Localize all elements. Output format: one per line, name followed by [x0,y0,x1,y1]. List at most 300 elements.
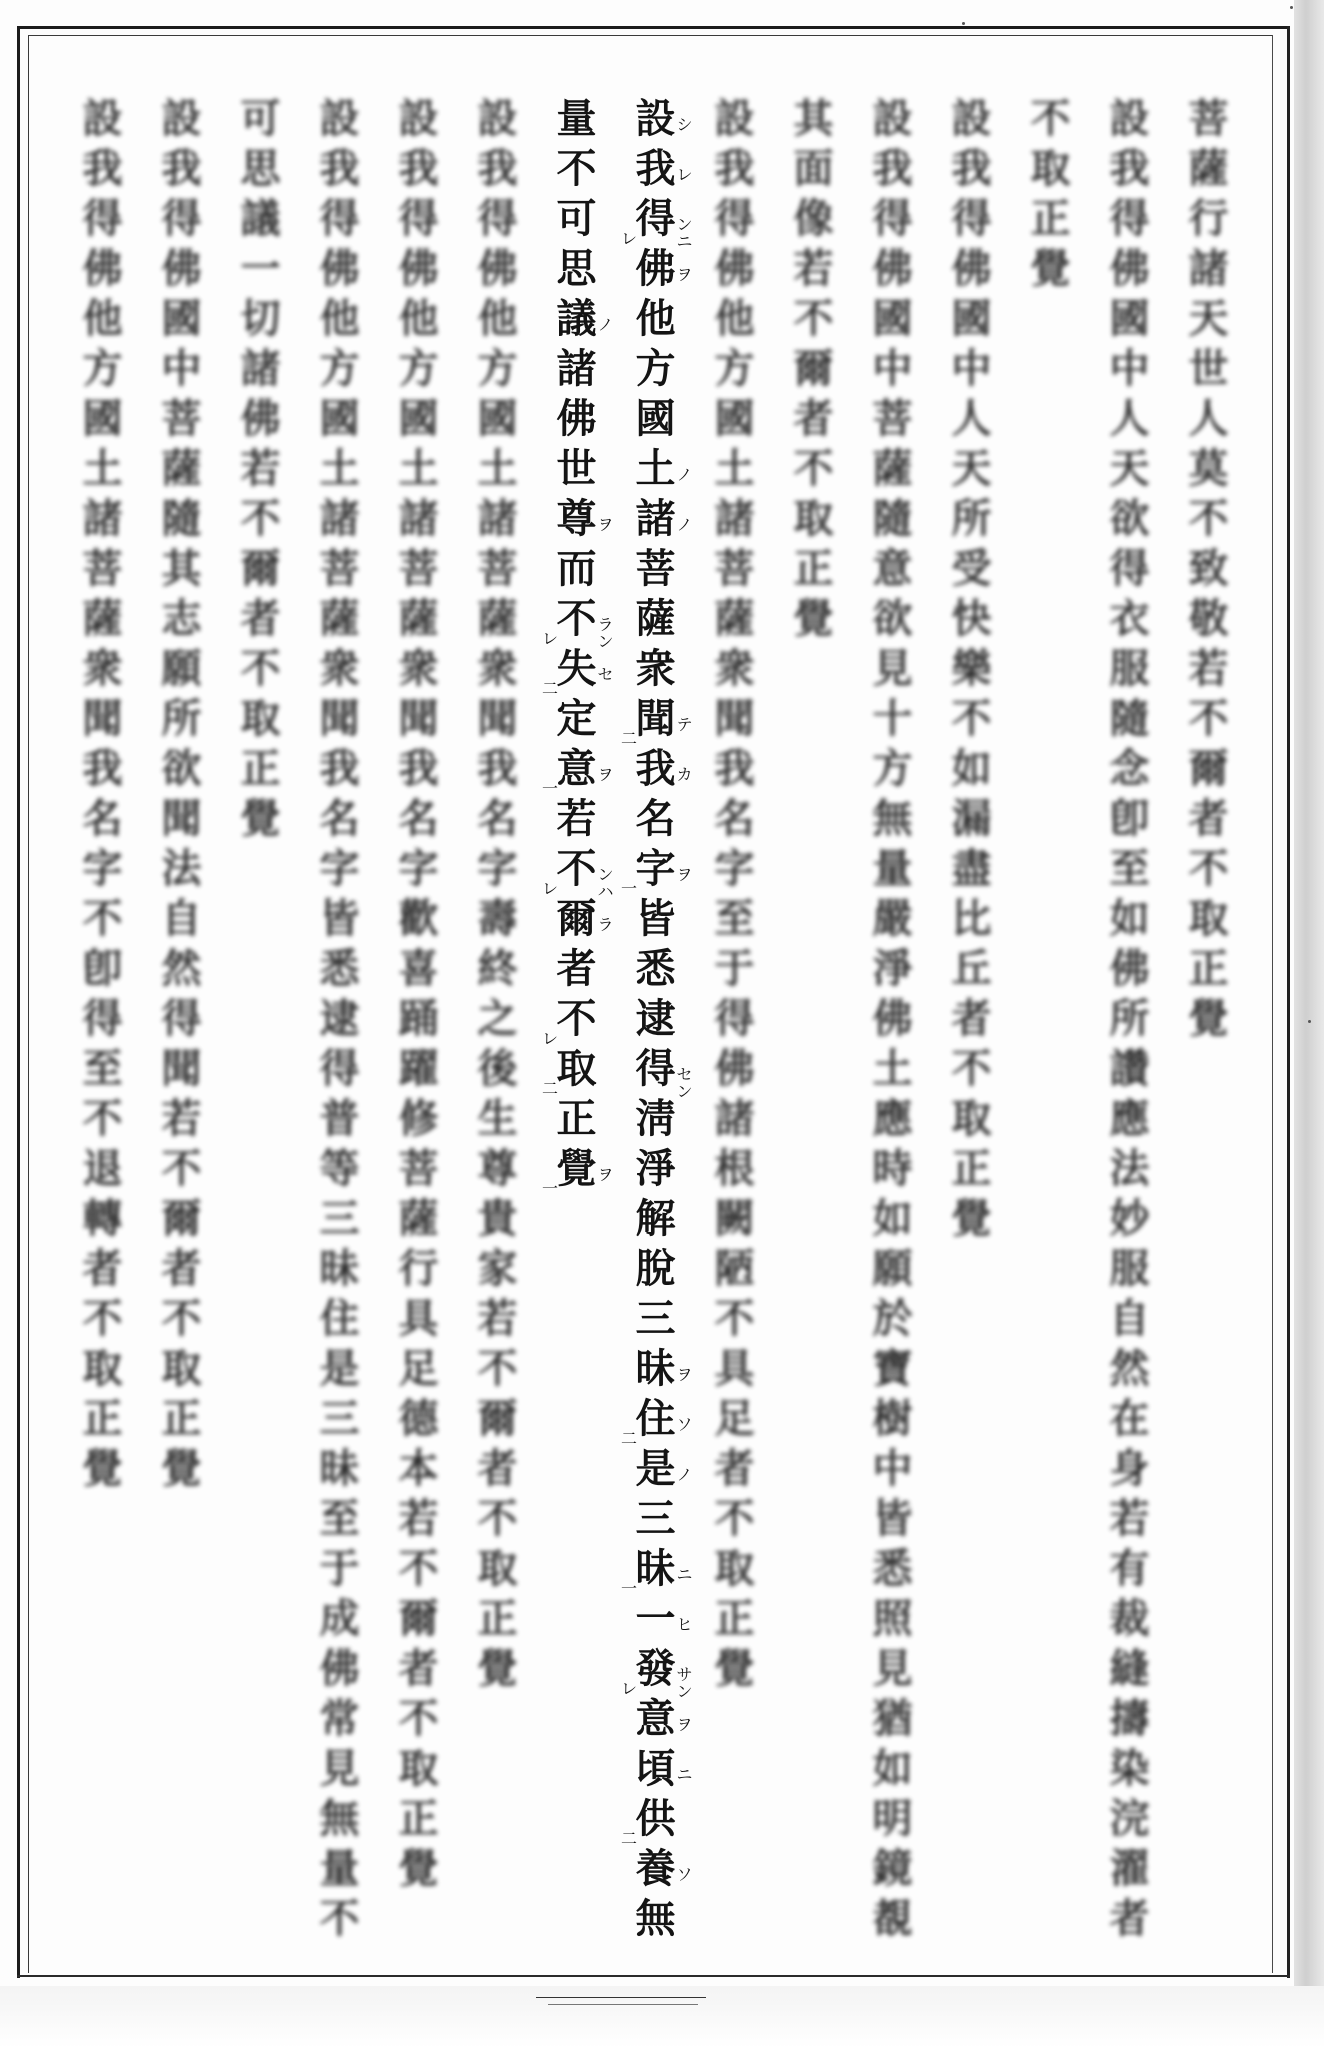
kanji-char: 轉 [82,1195,123,1242]
kanji-char: 取 [240,695,281,742]
kanji-char: 天 [1188,295,1229,342]
kanji-cell [537,94,616,144]
kanji-char: 我 [714,145,755,192]
kanji-char: 是 [635,1445,676,1492]
kanji-char: 受 [951,545,992,592]
kanji-cell [537,944,616,994]
text-column-blurred [1169,0,1248,1970]
kanji-char: 若 [240,445,281,492]
kanji-char: 設 [319,95,360,142]
kanji-char: 具 [714,1345,755,1392]
kanji-char: 佛 [714,1045,755,1092]
kanji-cell [537,994,616,1048]
kanji-char: 人 [951,395,992,442]
kanji-char: 足 [714,1395,755,1442]
text-column-blurred [63,0,142,1970]
kanji-char: 字 [714,845,755,892]
kanji-cell [537,744,616,798]
kanji-char: 志 [161,595,202,642]
okurigana: ノ [676,1465,693,1484]
kanji-char: 設 [398,95,439,142]
kanji-char: 念 [1109,745,1150,792]
kanji-char: 無 [635,1895,676,1942]
kanji-char: 如 [951,745,992,792]
kanji-cell [537,394,616,444]
kanji-char: 正 [714,1595,755,1642]
kanji-char: 供 [635,1795,676,1842]
okurigana: ノ [676,515,693,534]
kanji-char: 覺 [161,1445,202,1492]
kanji-char: 我 [161,145,202,192]
kanji-char: 欲 [161,745,202,792]
kanji-char: 設 [477,95,518,142]
kanji-char: 思 [240,145,281,192]
kanji-char: 者 [398,1645,439,1692]
kaeriten-mark: 一 [542,1179,559,1198]
kanji-char: 闕 [714,1195,755,1242]
kanji-char: 名 [635,795,676,842]
kanji-char: 天 [1109,445,1150,492]
kanji-cell [616,1044,695,1101]
kanji-char: 昧 [635,1545,676,1592]
kanji-char: 面 [793,145,834,192]
kanji-char: 住 [319,1295,360,1342]
kanji-char: 中 [161,345,202,392]
kanji-cell [537,794,616,844]
kanji-char: 時 [872,1145,913,1192]
kanji-char: 不 [161,1295,202,1342]
kanji-char: 之 [477,995,518,1042]
kaeriten-mark: 二 [542,679,559,698]
kanji-char: 衣 [1109,595,1150,642]
okurigana: テ [676,715,693,734]
kanji-cell [537,194,616,244]
kanji-cell [616,1894,695,1944]
kanji-char: 佛 [1109,245,1150,292]
kanji-char: 薩 [398,1195,439,1242]
scan-speck [1308,1020,1311,1023]
kanji-char: 中 [1109,345,1150,392]
kanji-char: 見 [319,1745,360,1792]
kanji-char: 三 [635,1495,676,1542]
kanji-char: 我 [635,745,676,792]
kanji-char: 菩 [1188,95,1229,142]
kanji-cell [616,244,695,294]
kanji-char: 諸 [398,495,439,542]
kanji-char: 浣 [1109,1795,1150,1842]
kanji-char: 解 [635,1195,676,1242]
kanji-char: 我 [951,145,992,192]
kanji-char: 後 [477,1045,518,1092]
kanji-char: 衆 [477,645,518,692]
kanji-char: 然 [161,945,202,992]
kanji-char: 具 [398,1295,439,1342]
kanji-char: 設 [82,95,123,142]
text-column-blurred [379,0,458,1970]
kanji-char: 正 [398,1795,439,1842]
kanji-char: 不 [240,645,281,692]
kanji-char: 佛 [398,245,439,292]
kanji-char: 自 [161,895,202,942]
kanji-char: 覺 [556,1145,597,1192]
kanji-char: 願 [161,645,202,692]
kanji-char: 樂 [951,645,992,692]
kanji-char: 覩 [872,1895,913,1942]
kanji-char: 諸 [714,495,755,542]
kanji-char: 像 [793,195,834,242]
kanji-char: 名 [398,795,439,842]
kanji-char: 不 [556,995,597,1042]
kanji-char: 佛 [1109,945,1150,992]
kanji-char: 中 [872,1445,913,1492]
kanji-cell [616,1444,695,1494]
kanji-char: 得 [635,1045,676,1092]
kanji-cell [616,1144,695,1194]
kanji-char: 設 [951,95,992,142]
kanji-char: 讚 [1109,1045,1150,1092]
kanji-char: 欲 [1109,495,1150,542]
kanji-char: 方 [872,745,913,792]
kanji-char: 國 [951,295,992,342]
kanji-char: 薩 [82,595,123,642]
kanji-char: 不 [1188,845,1229,892]
kanji-char: 願 [872,1245,913,1292]
kanji-cell [616,1294,695,1344]
okurigana: シ [676,115,693,134]
kanji-cell [616,544,695,594]
kanji-char: 本 [398,1445,439,1492]
kanji-char: 普 [319,1095,360,1142]
kanji-char: 諸 [240,345,281,392]
okurigana: サン [676,1665,693,1701]
kanji-char: 諸 [1188,245,1229,292]
kaeriten-mark: レ [542,629,559,648]
kanji-char: 土 [872,1045,913,1092]
kanji-char: 根 [714,1145,755,1192]
kanji-char: 漏 [951,795,992,842]
kanji-char: 國 [398,395,439,442]
kanji-char: 方 [82,345,123,392]
kanji-char: 不 [793,295,834,342]
okurigana: ラ [597,915,614,934]
frame-left-inner-rule [28,35,29,1973]
kanji-char: 養 [635,1845,676,1892]
kanji-char: 名 [319,795,360,842]
kanji-cell [537,594,616,651]
kanji-char: 諸 [714,1095,755,1142]
kanji-char: 正 [951,1145,992,1192]
kanji-char: 覺 [477,1645,518,1692]
kanji-cell [537,294,616,344]
kaeriten-mark: レ [621,229,638,248]
kanji-char: 我 [82,745,123,792]
kanji-char: 悉 [635,945,676,992]
kanji-char: 悉 [872,1545,913,1592]
kanji-cell [537,844,616,901]
kanji-char: 正 [161,1395,202,1442]
kanji-char: 量 [556,95,597,142]
kanji-char: 應 [1109,1095,1150,1142]
kanji-char: 不 [951,695,992,742]
kanji-char: 佛 [635,245,676,292]
kanji-cell [537,344,616,394]
kanji-char: 在 [1109,1395,1150,1442]
kanji-char: 他 [635,295,676,342]
kanji-char: 爾 [161,1195,202,1242]
kanji-char: 不 [556,145,597,192]
kanji-char: 佛 [477,245,518,292]
kanji-char: 敬 [1188,595,1229,642]
kanji-char: 名 [477,795,518,842]
kanji-char: 字 [398,845,439,892]
frame-right-rule [1287,26,1290,1978]
kaeriten-mark: 二 [542,1079,559,1098]
kanji-char: 三 [635,1295,676,1342]
kanji-char: 菩 [714,545,755,592]
kanji-char: 設 [1109,95,1150,142]
frame-left-rule [17,26,20,1978]
kanji-char: 菩 [161,395,202,442]
kanji-char: 壽 [477,895,518,942]
kanji-char: 正 [793,545,834,592]
kanji-char: 衆 [714,645,755,692]
kanji-char: 修 [398,1095,439,1142]
kanji-char: 無 [872,795,913,842]
kanji-char: 薩 [319,595,360,642]
kanji-char: 世 [1188,345,1229,392]
text-column-blurred [221,0,300,1970]
kanji-char: 字 [319,845,360,892]
kanji-char: 失 [556,645,597,692]
kanji-cell [537,1044,616,1098]
kanji-char: 得 [1109,545,1150,592]
kanji-char: 爾 [240,545,281,592]
kanji-char: 如 [1109,895,1150,942]
kanji-char: 其 [161,545,202,592]
kanji-char: 盡 [951,845,992,892]
kanji-char: 國 [635,395,676,442]
kanji-char: 不 [1030,95,1071,142]
kanji-char: 者 [556,945,597,992]
kanji-char: 者 [793,395,834,442]
kanji-char: 卽 [82,945,123,992]
text-column [616,0,695,1970]
kanji-char: 我 [714,745,755,792]
kanji-char: 濯 [1109,1845,1150,1892]
kanji-char: 隨 [161,495,202,542]
kanji-char: 不 [556,845,597,892]
okurigana: ニ [676,1565,693,1584]
kanji-char: 設 [635,95,676,142]
kanji-char: 比 [951,895,992,942]
kanji-char: 隨 [1109,695,1150,742]
kanji-char: 者 [714,1445,755,1492]
kanji-cell [616,1244,695,1294]
kanji-char: 取 [477,1545,518,1592]
kanji-cell [616,1494,695,1544]
kanji-char: 得 [82,195,123,242]
kanji-char: 而 [556,545,597,592]
kanji-char: 於 [872,1295,913,1342]
kanji-char: 議 [240,195,281,242]
kanji-char: 取 [556,1045,597,1092]
kanji-char: 覺 [240,795,281,842]
kanji-char: 淨 [872,945,913,992]
kanji-char: 不 [240,495,281,542]
kanji-char: 躍 [398,1045,439,1092]
okurigana: ニ [676,1765,693,1784]
text-column-blurred [1090,0,1169,1970]
okurigana: ソ [676,1865,693,1884]
bottom-ornament-rule [536,1997,706,1998]
kanji-char: 他 [714,295,755,342]
kanji-char: 爾 [1188,745,1229,792]
okurigana: ヒ [676,1615,693,1634]
kanji-char: 終 [477,945,518,992]
kanji-char: 薩 [398,595,439,642]
okurigana: ンニ [676,215,693,251]
kanji-char: 不 [1188,695,1229,742]
kanji-char: 莫 [1188,445,1229,492]
kanji-char: 者 [82,1245,123,1292]
kanji-char: 設 [872,95,913,142]
kaeriten-mark: レ [542,879,559,898]
kanji-char: 身 [1109,1445,1150,1492]
kanji-cell [537,444,616,494]
kanji-char: 猶 [872,1695,913,1742]
kanji-cell [616,1594,695,1644]
kanji-char: 家 [477,1245,518,1292]
kanji-char: 正 [1188,945,1229,992]
okurigana: ヲ [597,765,614,784]
kanji-char: 世 [556,445,597,492]
kanji-char: 聞 [161,1045,202,1092]
kanji-char: 足 [398,1345,439,1392]
kanji-char: 樹 [872,1395,913,1442]
kanji-cell [616,894,695,944]
kanji-char: 然 [1109,1345,1150,1392]
kanji-char: 昧 [319,1245,360,1292]
kanji-cell [616,694,695,748]
kanji-char: 正 [477,1595,518,1642]
kanji-char: 得 [398,195,439,242]
kanji-char: 字 [477,845,518,892]
kanji-char: 若 [556,795,597,842]
kanji-char: 不 [477,1495,518,1542]
kanji-char: 照 [872,1595,913,1642]
kanji-char: 一 [635,1595,676,1642]
kanji-char: 國 [714,395,755,442]
okurigana: ラン [597,615,614,651]
kanji-char: 十 [872,695,913,742]
kanji-char: 縫 [1109,1645,1150,1692]
kaeriten-mark: 一 [621,1579,638,1598]
okurigana: ンハ [597,865,614,901]
kanji-char: 土 [319,445,360,492]
kanji-char: 聞 [161,795,202,842]
kanji-char: 覺 [714,1645,755,1692]
text-column-blurred [774,0,853,1970]
kanji-char: 得 [714,995,755,1042]
kanji-char: 欲 [872,595,913,642]
kanji-char: 如 [872,1195,913,1242]
kanji-char: 得 [714,195,755,242]
kanji-char: 量 [319,1845,360,1892]
kanji-char: 土 [398,445,439,492]
kanji-char: 若 [793,245,834,292]
kanji-char: 鏡 [872,1845,913,1892]
text-column-blurred [142,0,221,1970]
kanji-char: 取 [161,1345,202,1392]
kanji-cell [616,94,695,144]
kanji-char: 我 [477,745,518,792]
kanji-char: 得 [319,1045,360,1092]
kanji-char: 他 [82,295,123,342]
kaeriten-mark: 一 [542,779,559,798]
kanji-char: 我 [82,145,123,192]
kanji-char: 爾 [398,1595,439,1642]
okurigana: ヲ [676,865,693,884]
kanji-char: 于 [319,1545,360,1592]
kanji-char: 所 [161,695,202,742]
kanji-char: 取 [951,1095,992,1142]
kanji-char: 國 [319,395,360,442]
kanji-char: 他 [398,295,439,342]
kanji-char: 量 [872,845,913,892]
kanji-char: 衆 [398,645,439,692]
kanji-char: 土 [714,445,755,492]
kanji-cell [537,644,616,698]
scan-speck [1290,6,1293,9]
kanji-char: 行 [1188,195,1229,242]
text-column-blurred [853,0,932,1970]
kanji-char: 國 [1109,295,1150,342]
kanji-char: 踊 [398,995,439,1042]
kanji-char: 退 [82,1145,123,1192]
kanji-char: 有 [1109,1545,1150,1592]
kanji-char: 嚴 [872,895,913,942]
kanji-char: 聞 [635,695,676,742]
kanji-char: 名 [714,795,755,842]
kanji-char: 取 [82,1345,123,1392]
kanji-char: 皆 [319,895,360,942]
kanji-char: 發 [635,1645,676,1692]
kanji-char: 名 [82,795,123,842]
okurigana: ヲ [676,1715,693,1734]
kanji-char: 不 [714,1495,755,1542]
kanji-char: 聞 [319,695,360,742]
kaeriten-mark: レ [542,1029,559,1048]
kanji-char: 不 [556,595,597,642]
kanji-char: 隨 [872,495,913,542]
kanji-char: 衆 [82,645,123,692]
kanji-char: 者 [1109,1895,1150,1942]
okurigana: ヲ [597,515,614,534]
kanji-char: 土 [82,445,123,492]
kanji-char: 佛 [82,245,123,292]
kanji-char: 我 [398,745,439,792]
kanji-char: 妙 [1109,1195,1150,1242]
kanji-char: 諸 [477,495,518,542]
kanji-char: 聞 [82,695,123,742]
kanji-cell [537,144,616,194]
kanji-cell [616,744,695,794]
kanji-char: 思 [556,245,597,292]
kanji-char: 意 [635,1695,676,1742]
kanji-cell [616,1694,695,1744]
kanji-char: 所 [1109,995,1150,1042]
kanji-char: 自 [1109,1295,1150,1342]
